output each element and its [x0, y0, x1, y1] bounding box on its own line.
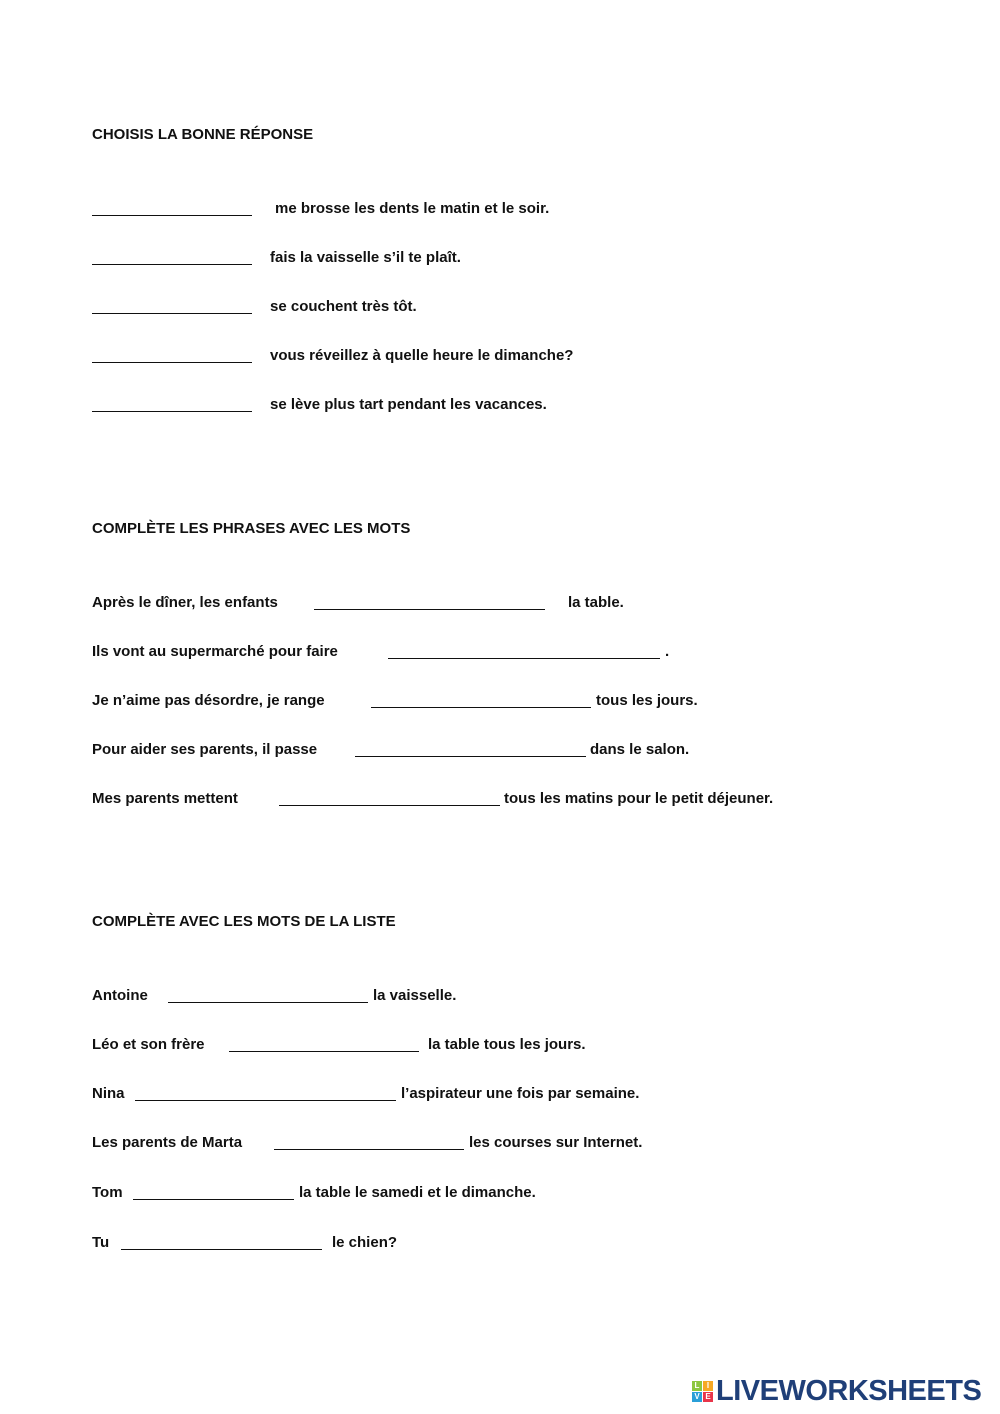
sentence-end: le chien? [332, 1234, 398, 1251]
sentence-text: se lève plus tart pendant les vacances. [270, 396, 547, 413]
answer-blank[interactable] [279, 791, 500, 806]
sentence-end: dans le salon. [590, 741, 690, 758]
sentence-text: fais la vaisselle s’il te plaît. [270, 249, 461, 266]
sentence-start: Tom [92, 1184, 123, 1201]
section-title-word-list: COMPLÈTE AVEC LES MOTS DE LA LISTE [92, 913, 396, 930]
section-title-complete-sentences: COMPLÈTE LES PHRASES AVEC LES MOTS [92, 520, 411, 537]
sentence-end: la table. [568, 594, 624, 611]
sentence-start: Antoine [92, 987, 148, 1004]
sentence-start: Les parents de Marta [92, 1134, 243, 1151]
answer-blank[interactable] [121, 1235, 322, 1250]
logo-cube-letter: I [703, 1381, 713, 1391]
logo-cube-letter: E [703, 1392, 713, 1402]
sentence-end: la table tous les jours. [428, 1036, 586, 1053]
liveworksheets-logo [692, 1376, 981, 1406]
answer-blank[interactable] [133, 1185, 294, 1200]
answer-blank[interactable] [92, 250, 252, 265]
sentence-start: Tu [92, 1234, 110, 1251]
sentence-text: me brosse les dents le matin et le soir. [275, 200, 550, 217]
sentence-end: . [665, 643, 670, 660]
section-title-choose: CHOISIS LA BONNE RÉPONSE [92, 126, 314, 143]
answer-blank[interactable] [92, 201, 252, 216]
sentence-text: se couchent très tôt. [270, 298, 417, 315]
answer-blank[interactable] [314, 595, 545, 610]
sentence-end: la vaisselle. [373, 987, 457, 1004]
answer-blank[interactable] [92, 397, 252, 412]
sentence-start: Nina [92, 1085, 125, 1102]
answer-blank[interactable] [92, 299, 252, 314]
answer-blank[interactable] [229, 1037, 419, 1052]
sentence-start: Je n’aime pas désordre, je range [92, 692, 325, 709]
sentence-start: Ils vont au supermarché pour faire [92, 643, 338, 660]
sentence-start: Léo et son frère [92, 1036, 205, 1053]
sentence-end: tous les matins pour le petit déjeuner. [504, 790, 774, 807]
sentence-end: la table le samedi et le dimanche. [299, 1184, 536, 1201]
answer-blank[interactable] [274, 1135, 464, 1150]
sentence-end: l’aspirateur une fois par semaine. [401, 1085, 640, 1102]
answer-blank[interactable] [168, 988, 368, 1003]
logo-cube-letter: V [692, 1392, 702, 1402]
answer-blank[interactable] [371, 693, 591, 708]
answer-blank[interactable] [92, 348, 252, 363]
sentence-start: Mes parents mettent [92, 790, 238, 807]
sentence-end: les courses sur Internet. [469, 1134, 643, 1151]
sentence-start: Après le dîner, les enfants [92, 594, 278, 611]
logo-text: LIVEWORKSHEETS [716, 1375, 982, 1407]
sentence-text: vous réveillez à quelle heure le dimanche? [270, 347, 574, 364]
sentence-start: Pour aider ses parents, il passe [92, 741, 318, 758]
logo-cube-icon [692, 1381, 713, 1402]
logo-cube-letter: L [692, 1381, 702, 1391]
answer-blank[interactable] [355, 742, 586, 757]
answer-blank[interactable] [135, 1086, 396, 1101]
sentence-end: tous les jours. [596, 692, 698, 709]
answer-blank[interactable] [388, 644, 660, 659]
